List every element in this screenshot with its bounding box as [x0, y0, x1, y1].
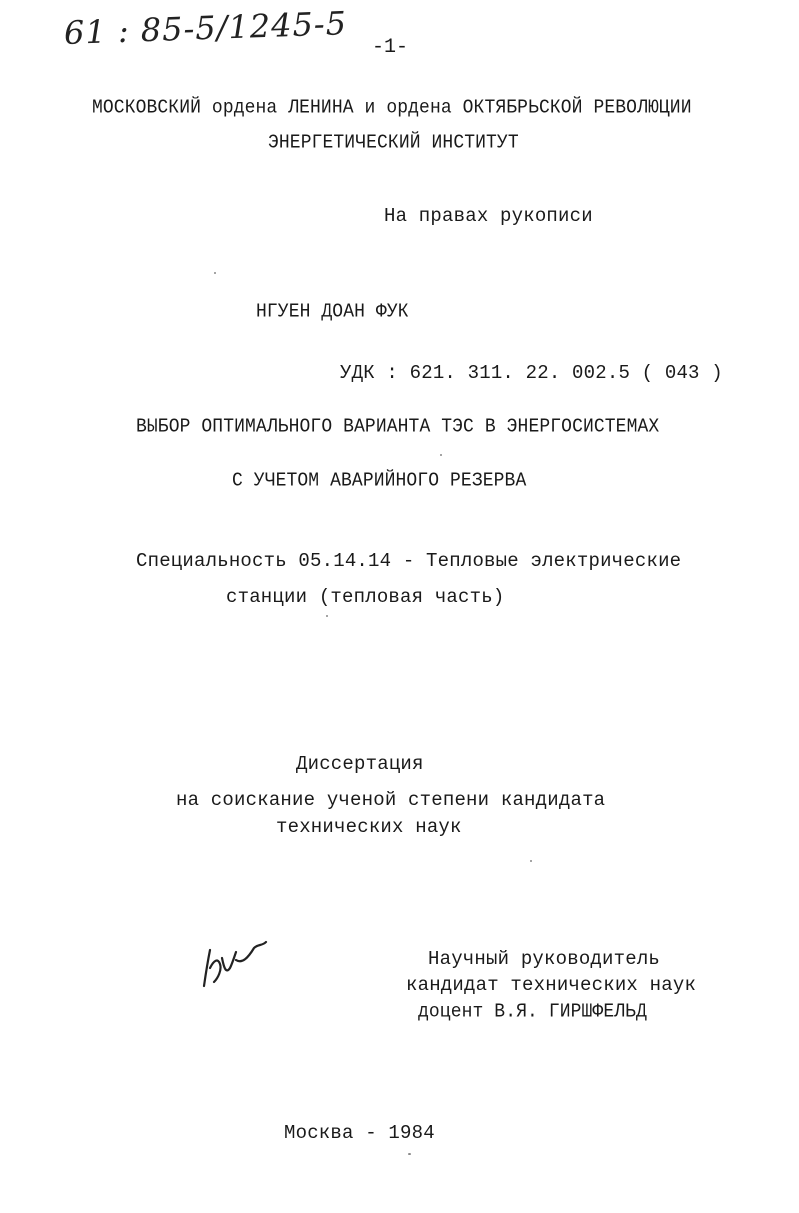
- supervisor-line-1: Научный руководитель: [428, 948, 661, 970]
- supervisor-line-2: кандидат технических наук: [406, 974, 697, 996]
- scan-speck: [214, 272, 216, 274]
- city-year: Москва - 1984: [284, 1122, 435, 1144]
- institution-line-2: ЭНЕРГЕТИЧЕСКИЙ ИНСТИТУТ: [268, 132, 519, 154]
- specialty-line-2: станции (тепловая часть): [226, 586, 505, 608]
- udc-code: УДК : 621. 311. 22. 002.5 ( 043 ): [340, 362, 723, 384]
- degree-line-1: Диссертация: [296, 753, 424, 775]
- title-line-2: С УЧЕТОМ АВАРИЙНОГО РЕЗЕРВА: [232, 470, 527, 492]
- title-line-1: ВЫБОР ОПТИМАЛЬНОГО ВАРИАНТА ТЭС В ЭНЕРГОСИСТЕМАХ: [136, 416, 660, 438]
- scan-speck: [440, 454, 442, 456]
- page-number: -1-: [372, 36, 409, 59]
- archive-code-handwritten: 61 : 85-5/1245-5: [63, 4, 348, 52]
- specialty-line-1: Специальность 05.14.14 - Тепловые электрические: [136, 550, 682, 572]
- scan-speck: [326, 615, 328, 617]
- degree-line-3: технических наук: [276, 816, 462, 838]
- signature: [196, 938, 276, 998]
- supervisor-line-3: доцент В.Я. ГИРШФЕЛЬД: [418, 1001, 647, 1023]
- degree-line-2: на соискание ученой степени кандидата: [176, 789, 606, 811]
- author-name: НГУЕН ДОАН ФУК: [256, 301, 409, 323]
- scan-speck: [408, 1153, 411, 1155]
- manuscript-rights: На правах рукописи: [384, 205, 593, 227]
- institution-line-1: МОСКОВСКИЙ ордена ЛЕНИНА и ордена ОКТЯБРЬСКОЙ РЕВОЛЮЦИИ: [92, 97, 692, 119]
- scan-speck: [530, 860, 532, 862]
